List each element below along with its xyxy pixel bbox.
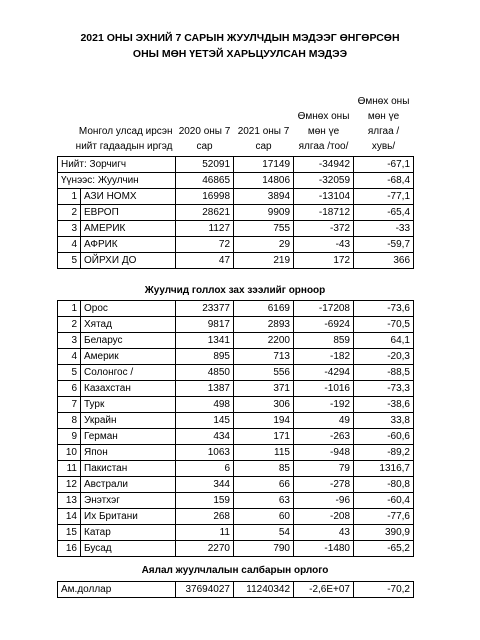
title-line-1: 2021 ОНЫ ЭХНИЙ 7 САРЫН ЖУУЛЧДЫН МЭДЭЭГ ӨНГӨРСӨН xyxy=(80,32,400,44)
value-2021: 66 xyxy=(234,477,294,493)
row-number: 2 xyxy=(58,204,81,220)
value-2020: 434 xyxy=(176,429,234,445)
value-2020: 159 xyxy=(176,493,234,509)
row-label: Бусад xyxy=(81,541,176,557)
title-line-2: ОНЫ МӨН ҮЕТЭЙ ХАРЬЦУУЛСАН МЭДЭЭ xyxy=(132,48,348,60)
diff-count: -278 xyxy=(294,477,354,493)
summary-row xyxy=(58,172,414,188)
diff-percent: 390,9 xyxy=(354,525,414,541)
value-2021: 60 xyxy=(234,509,294,525)
value-2020: 268 xyxy=(176,509,234,525)
value-2020: 498 xyxy=(176,397,234,413)
value-2020: 16998 xyxy=(176,188,234,204)
diff-percent: -67,1 xyxy=(354,156,414,172)
diff-count: -96 xyxy=(294,493,354,509)
value-2020: 9817 xyxy=(176,317,234,333)
country-row xyxy=(58,461,414,477)
row-label: Казахстан xyxy=(81,381,176,397)
row-label: Орос xyxy=(81,301,176,317)
header-2020: 2020 оны 7 сар xyxy=(178,125,231,152)
diff-count: 79 xyxy=(294,461,354,477)
value-2021: 713 xyxy=(234,349,294,365)
diff-percent: -89,2 xyxy=(354,445,414,461)
value-2021: 306 xyxy=(234,397,294,413)
value-2020: 4850 xyxy=(176,365,234,381)
country-row xyxy=(58,301,414,317)
income-row xyxy=(58,582,414,598)
row-number: 4 xyxy=(58,236,81,252)
row-label: АЗИ НОМХ xyxy=(81,188,176,204)
header-row xyxy=(58,86,414,156)
row-label: Үүнээс: Жуулчин xyxy=(58,172,176,188)
diff-count: 859 xyxy=(294,333,354,349)
country-row xyxy=(58,365,414,381)
diff-count: -17208 xyxy=(294,301,354,317)
income-2020: 37694027 xyxy=(176,582,234,598)
value-2020: 1063 xyxy=(176,445,234,461)
row-number: 13 xyxy=(58,493,81,509)
diff-count: -208 xyxy=(294,509,354,525)
row-number: 10 xyxy=(58,445,81,461)
country-row xyxy=(58,381,414,397)
row-number: 11 xyxy=(58,461,81,477)
value-2021: 219 xyxy=(234,252,294,268)
value-2020: 1127 xyxy=(176,220,234,236)
diff-percent: -73,3 xyxy=(354,381,414,397)
value-2021: 115 xyxy=(234,445,294,461)
diff-count: -4294 xyxy=(294,365,354,381)
diff-percent: -80,8 xyxy=(354,477,414,493)
value-2021: 6169 xyxy=(234,301,294,317)
summary-row xyxy=(58,156,414,172)
diff-percent: 33,8 xyxy=(354,413,414,429)
value-2020: 52091 xyxy=(176,156,234,172)
value-2020: 1341 xyxy=(176,333,234,349)
income-section-title: Аялал жуулчлалын салбарын орлого xyxy=(141,565,329,576)
summary-row xyxy=(58,188,414,204)
value-2021: 9909 xyxy=(234,204,294,220)
country-row xyxy=(58,477,414,493)
diff-percent: 366 xyxy=(354,252,414,268)
country-row xyxy=(58,493,414,509)
summary-row xyxy=(58,204,414,220)
row-label: АФРИК xyxy=(81,236,176,252)
countries-table xyxy=(57,300,414,557)
country-row xyxy=(58,397,414,413)
diff-count: -263 xyxy=(294,429,354,445)
row-number: 3 xyxy=(58,220,81,236)
diff-count: -1016 xyxy=(294,381,354,397)
value-2020: 11 xyxy=(176,525,234,541)
row-label: Америк xyxy=(81,349,176,365)
value-2020: 72 xyxy=(176,236,234,252)
diff-percent: -38,6 xyxy=(354,397,414,413)
diff-count: -6924 xyxy=(294,317,354,333)
row-number: 5 xyxy=(58,252,81,268)
row-number: 2 xyxy=(58,317,81,333)
value-2020: 344 xyxy=(176,477,234,493)
diff-percent: -77,6 xyxy=(354,509,414,525)
row-label: Хятад xyxy=(81,317,176,333)
value-2020: 1387 xyxy=(176,381,234,397)
summary-row xyxy=(58,220,414,236)
header-citizens: Монгол улсад ирсэн нийт гадаадын иргэд xyxy=(75,125,173,152)
row-number: 12 xyxy=(58,477,81,493)
row-label: Их Британи xyxy=(81,509,176,525)
diff-count: -372 xyxy=(294,220,354,236)
value-2021: 2200 xyxy=(234,333,294,349)
value-2021: 3894 xyxy=(234,188,294,204)
row-number: 16 xyxy=(58,541,81,557)
value-2021: 14806 xyxy=(234,172,294,188)
row-label: Энэтхэг xyxy=(81,493,176,509)
row-label: Катар xyxy=(81,525,176,541)
income-table xyxy=(57,581,414,598)
row-label: Украйн xyxy=(81,413,176,429)
diff-percent: -60,6 xyxy=(354,429,414,445)
diff-percent: -65,4 xyxy=(354,204,414,220)
row-number: 14 xyxy=(58,509,81,525)
value-2020: 2270 xyxy=(176,541,234,557)
value-2021: 790 xyxy=(234,541,294,557)
diff-percent: 64,1 xyxy=(354,333,414,349)
value-2021: 556 xyxy=(234,365,294,381)
income-label: Ам.доллар xyxy=(58,582,176,598)
row-label: ОЙРХИ ДО xyxy=(81,252,176,268)
diff-percent: -33 xyxy=(354,220,414,236)
value-2021: 85 xyxy=(234,461,294,477)
country-row xyxy=(58,509,414,525)
row-label: Герман xyxy=(81,429,176,445)
country-row xyxy=(58,333,414,349)
diff-count: -948 xyxy=(294,445,354,461)
country-row xyxy=(58,429,414,445)
country-row xyxy=(58,349,414,365)
country-row xyxy=(58,445,414,461)
value-2020: 46865 xyxy=(176,172,234,188)
row-label: Беларус xyxy=(81,333,176,349)
value-2021: 194 xyxy=(234,413,294,429)
value-2021: 2893 xyxy=(234,317,294,333)
country-row xyxy=(58,317,414,333)
countries-section-title: Жуулчид голлох зах зээлийг орноор xyxy=(144,285,326,296)
row-label: Нийт: Зорчигч xyxy=(58,156,176,172)
diff-percent: -65,2 xyxy=(354,541,414,557)
row-number: 6 xyxy=(58,381,81,397)
value-2020: 895 xyxy=(176,349,234,365)
diff-count: 43 xyxy=(294,525,354,541)
row-number: 8 xyxy=(58,413,81,429)
summary-row xyxy=(58,252,414,268)
value-2020: 6 xyxy=(176,461,234,477)
row-number: 4 xyxy=(58,349,81,365)
summary-row xyxy=(58,236,414,252)
value-2021: 755 xyxy=(234,220,294,236)
row-number: 7 xyxy=(58,397,81,413)
row-number: 1 xyxy=(58,301,81,317)
country-row xyxy=(58,541,414,557)
value-2020: 47 xyxy=(176,252,234,268)
country-row xyxy=(58,525,414,541)
value-2021: 17149 xyxy=(234,156,294,172)
value-2021: 54 xyxy=(234,525,294,541)
diff-count: -192 xyxy=(294,397,354,413)
diff-percent: -70,5 xyxy=(354,317,414,333)
value-2020: 23377 xyxy=(176,301,234,317)
diff-percent: 1316,7 xyxy=(354,461,414,477)
row-label: Австрали xyxy=(81,477,176,493)
diff-count: 172 xyxy=(294,252,354,268)
row-label: Пакистан xyxy=(81,461,176,477)
row-label: Солонгос / xyxy=(81,365,176,381)
row-label: ЕВРОП xyxy=(81,204,176,220)
diff-percent: -20,3 xyxy=(354,349,414,365)
diff-count: -1480 xyxy=(294,541,354,557)
value-2020: 28621 xyxy=(176,204,234,220)
diff-percent: -77,1 xyxy=(354,188,414,204)
diff-count: -18712 xyxy=(294,204,354,220)
diff-count: 49 xyxy=(294,413,354,429)
row-label: АМЕРИК xyxy=(81,220,176,236)
income-2021: 11240342 xyxy=(234,582,294,598)
diff-count: -32059 xyxy=(294,172,354,188)
row-number: 1 xyxy=(58,188,81,204)
diff-percent: -73,6 xyxy=(354,301,414,317)
diff-count: -34942 xyxy=(294,156,354,172)
diff-count: -43 xyxy=(294,236,354,252)
value-2021: 171 xyxy=(234,429,294,445)
value-2021: 371 xyxy=(234,381,294,397)
row-number: 9 xyxy=(58,429,81,445)
country-row xyxy=(58,413,414,429)
summary-table xyxy=(57,86,414,269)
header-2021: 2021 оны 7 сар xyxy=(237,125,290,152)
income-pct: -70,2 xyxy=(354,582,414,598)
diff-count: -182 xyxy=(294,349,354,365)
value-2021: 29 xyxy=(234,236,294,252)
header-diff-count: Өмнөх оны мөн үе ялгаа /тоо/ xyxy=(297,110,350,152)
row-number: 5 xyxy=(58,365,81,381)
value-2021: 63 xyxy=(234,493,294,509)
page-title xyxy=(0,30,480,62)
diff-percent: -59,7 xyxy=(354,236,414,252)
diff-count: -13104 xyxy=(294,188,354,204)
row-number: 15 xyxy=(58,525,81,541)
row-number: 3 xyxy=(58,333,81,349)
diff-percent: -88,5 xyxy=(354,365,414,381)
income-diff: -2,6E+07 xyxy=(294,582,354,598)
row-label: Япон xyxy=(81,445,176,461)
row-label: Турк xyxy=(81,397,176,413)
diff-percent: -60,4 xyxy=(354,493,414,509)
header-diff-percent: Өмнөх оны мөн үе ялгаа /хувь/ xyxy=(357,95,410,152)
value-2020: 145 xyxy=(176,413,234,429)
diff-percent: -68,4 xyxy=(354,172,414,188)
